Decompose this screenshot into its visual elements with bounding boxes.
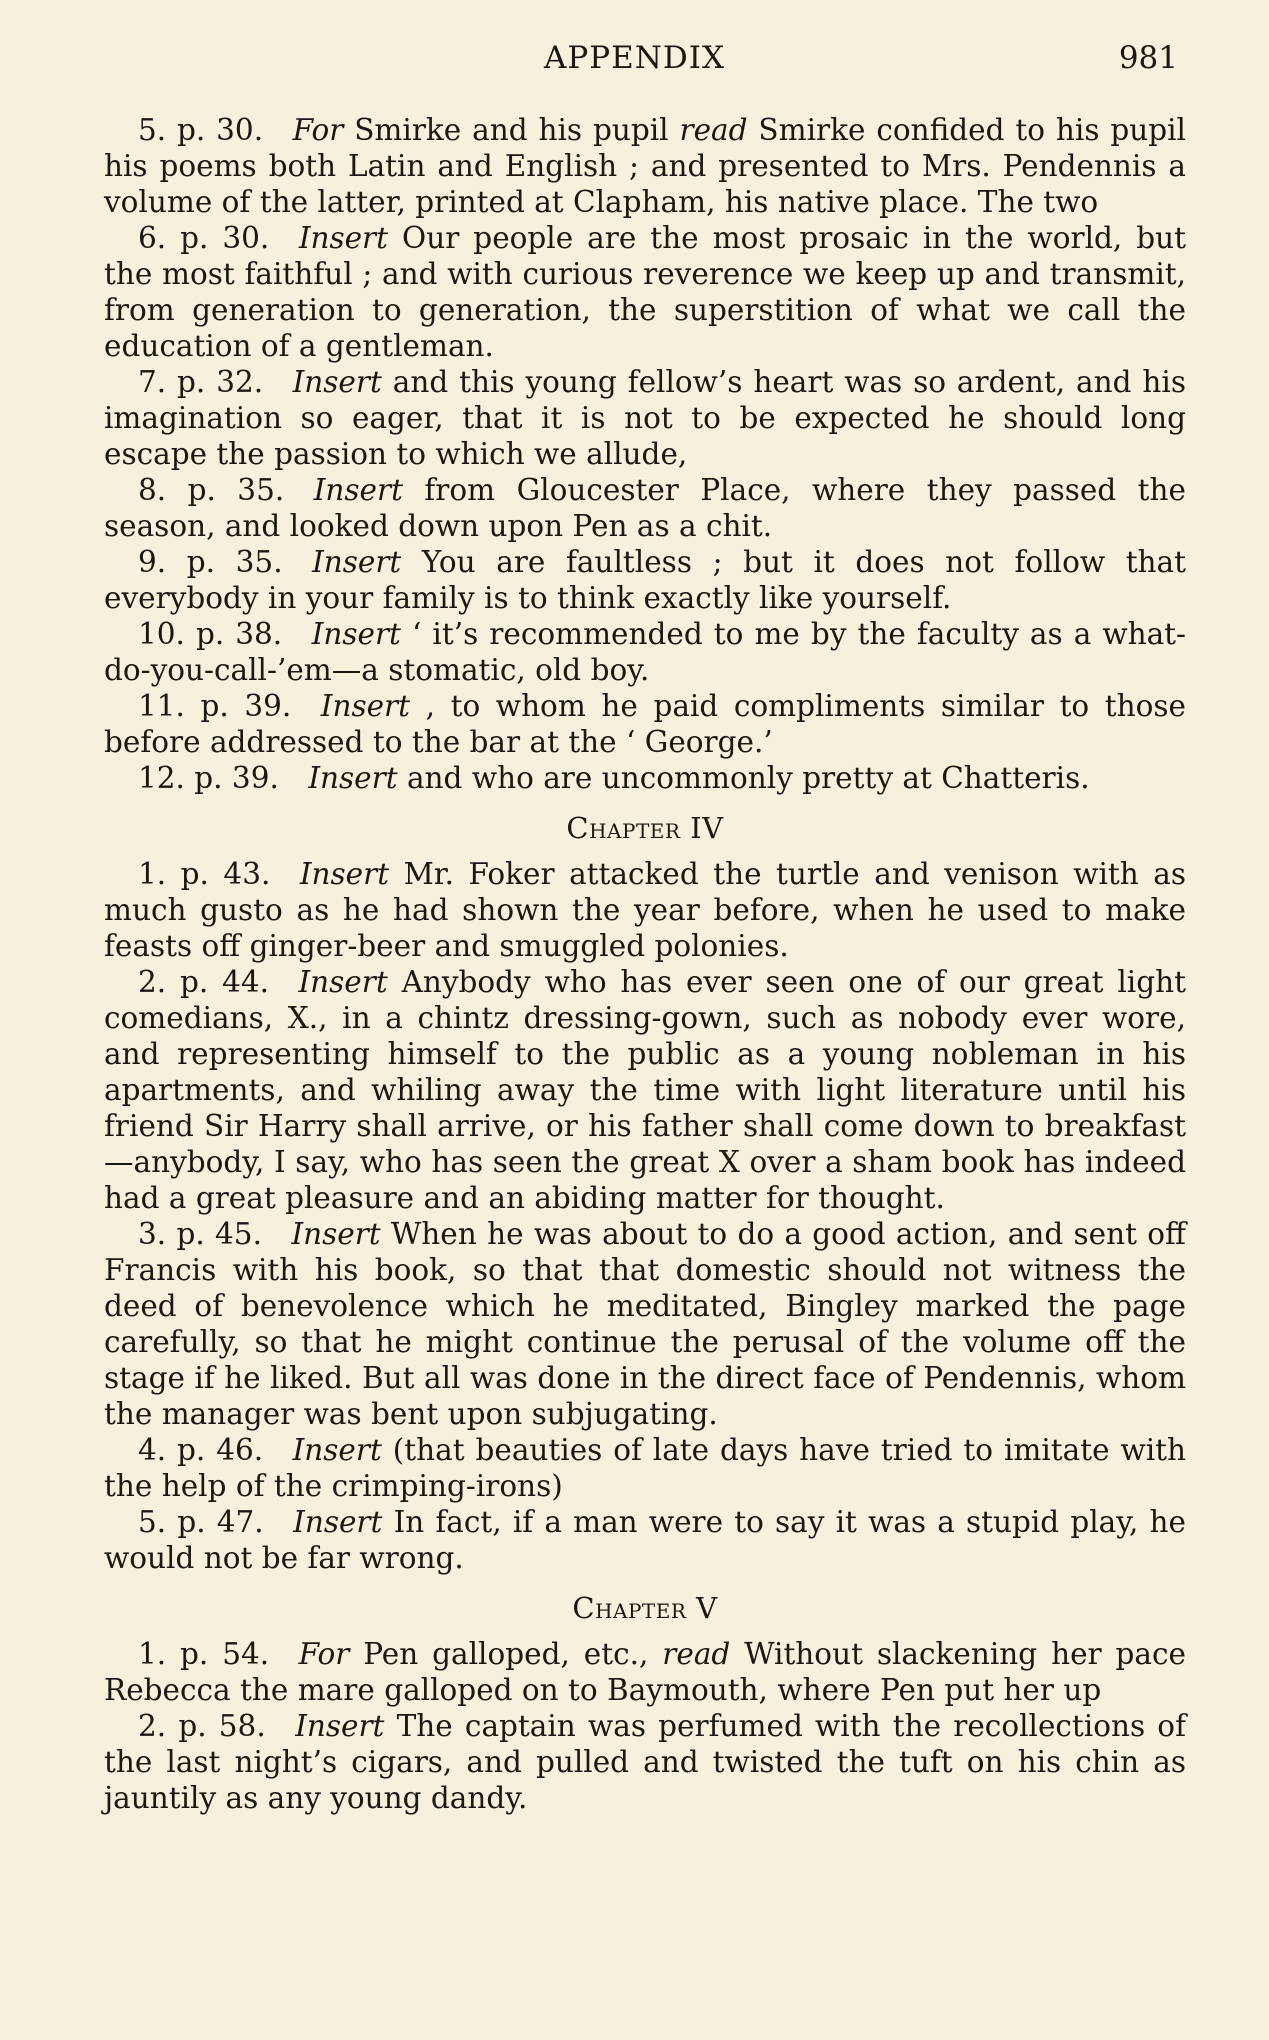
entry-reference: 1. p. 54. bbox=[138, 1637, 270, 1671]
entry-text: When he was about to do a good action, and sent off Francis with his book, so that that domestic should not witness the deed of benevolence which he meditated, Bingley marked the page carefully, so that he might continue the perusal of the volume off the stage if he liked. But all was done in the direct face of Pendennis, whom the manager was bent upon subjugating. bbox=[104, 1217, 1186, 1431]
entry-text: The captain was perfumed with the recollections of the last night’s cigars, and pulled and twisted the tuft on his chin as jauntily as any young dandy. bbox=[104, 1709, 1186, 1815]
entry-text: Without slackening her pace Rebecca the mare galloped on to Baymouth, where Pen put her up bbox=[104, 1637, 1186, 1707]
chapter-heading: Chapter IV bbox=[566, 811, 724, 845]
entry-text: , to whom he paid compliments similar to those before addressed to the bar at the ‘ George.’ bbox=[104, 689, 1186, 759]
entry-reference: 3. p. 45. bbox=[138, 1217, 262, 1251]
running-title: APPENDIX bbox=[543, 40, 726, 76]
appendix-entry bbox=[104, 856, 1186, 964]
instruction-word: For bbox=[292, 113, 344, 147]
appendix-entry bbox=[104, 220, 1186, 364]
entry-text: and this young fellow’s heart was so ardent, and his imagination so eager, that it is not to be expected he should long escape the passion to which we allude, bbox=[104, 365, 1186, 471]
entry-reference: 4. p. 46. bbox=[138, 1433, 264, 1467]
appendix-text bbox=[104, 112, 1186, 1816]
entry-text: ‘ it’s recommended to me by the faculty as a what-do-you-call-’em—a stomatic, old boy. bbox=[104, 617, 1186, 687]
appendix-entry bbox=[104, 364, 1186, 472]
entry-text: You are faultless ; but it does not follow that everybody in your family is to think exactly like yourself. bbox=[104, 545, 1186, 615]
entry-text: and who are uncommonly pretty at Chatteris. bbox=[406, 761, 1090, 795]
entry-reference: 12. p. 39. bbox=[138, 761, 279, 795]
instruction-word: Insert bbox=[298, 965, 388, 999]
instruction-word: Insert bbox=[312, 545, 402, 579]
entry-reference: 11. p. 39. bbox=[138, 689, 292, 723]
instruction-word: read bbox=[662, 1637, 731, 1671]
entry-text: Smirke confided to his pupil his poems both Latin and English ; and presented to Mrs. Pendennis a volume of the latter, printed at Clapham, his native place. The two bbox=[104, 113, 1186, 219]
appendix-entry bbox=[104, 1504, 1186, 1576]
appendix-entry bbox=[104, 760, 1186, 796]
appendix-entry bbox=[104, 964, 1186, 1216]
appendix-entry bbox=[104, 1636, 1186, 1708]
entry-reference: 9. p. 35. bbox=[138, 545, 283, 579]
entry-reference: 1. p. 43. bbox=[138, 857, 271, 891]
entry-reference: 8. p. 35. bbox=[138, 473, 285, 507]
entry-reference: 2. p. 58. bbox=[138, 1709, 266, 1743]
instruction-word: Insert bbox=[293, 1505, 383, 1539]
instruction-word: Insert bbox=[292, 365, 382, 399]
appendix-entry bbox=[104, 688, 1186, 760]
entry-text: In fact, if a man were to say it was a stupid play, he would not be far wrong. bbox=[104, 1505, 1186, 1575]
instruction-word: Insert bbox=[292, 1433, 382, 1467]
instruction-word: Insert bbox=[299, 857, 390, 891]
entry-text: Mr. Foker attacked the turtle and venison with as much gusto as he had shown the year before, when he used to make feasts off ginger-beer and smuggled polonies. bbox=[104, 857, 1186, 963]
entry-text: from Gloucester Place, where they passed the season, and looked down upon Pen as a chit. bbox=[104, 473, 1186, 543]
appendix-entry bbox=[104, 1708, 1186, 1816]
running-header bbox=[0, 36, 1269, 80]
instruction-word: Insert bbox=[291, 1217, 381, 1251]
instruction-word: Insert bbox=[320, 689, 411, 723]
entry-text: (that beauties of late days have tried to imitate with the help of the crimping-irons) bbox=[104, 1433, 1186, 1503]
entry-reference: 5. p. 30. bbox=[138, 113, 264, 147]
instruction-word: Insert bbox=[313, 473, 403, 507]
entry-text: Smirke and his pupil bbox=[354, 113, 669, 147]
entry-reference: 7. p. 32. bbox=[138, 365, 264, 399]
instruction-word: For bbox=[298, 1637, 350, 1671]
appendix-entry bbox=[104, 1432, 1186, 1504]
chapter-heading: Chapter V bbox=[572, 1591, 718, 1625]
instruction-word: Insert bbox=[298, 221, 389, 255]
entry-reference: 10. p. 38. bbox=[138, 617, 283, 651]
appendix-entry bbox=[104, 112, 1186, 220]
instruction-word: Insert bbox=[311, 617, 401, 651]
entry-reference: 6. p. 30. bbox=[138, 221, 270, 255]
entry-text: Anybody who has ever seen one of our great light comedians, X., in a chintz dressing-gown, such as nobody ever wore, and representing himself to the public as a young nobleman in his apartments, and whiling away the time with light literature until his friend Sir Harry shall arrive, or his father shall come down to breakfast—anybody, I say, who has seen the great X over a sham book has indeed had a great pleasure and an abiding matter for thought. bbox=[104, 965, 1186, 1215]
instruction-word: Insert bbox=[308, 761, 398, 795]
entry-reference: 5. p. 47. bbox=[138, 1505, 264, 1539]
page-number: 981 bbox=[1118, 40, 1178, 76]
appendix-entry bbox=[104, 472, 1186, 544]
entry-text: Pen galloped, etc., bbox=[363, 1637, 649, 1671]
entry-text: Our people are the most prosaic in the world, but the most faithful ; and with curious reverence we keep up and transmit, from generation to generation, the superstition of what we call the education of a gentleman. bbox=[104, 221, 1186, 363]
instruction-word: read bbox=[679, 113, 748, 147]
appendix-entry bbox=[104, 1216, 1186, 1432]
entry-reference: 2. p. 44. bbox=[138, 965, 269, 999]
appendix-entry bbox=[104, 616, 1186, 688]
appendix-entry bbox=[104, 544, 1186, 616]
instruction-word: Insert bbox=[295, 1709, 385, 1743]
